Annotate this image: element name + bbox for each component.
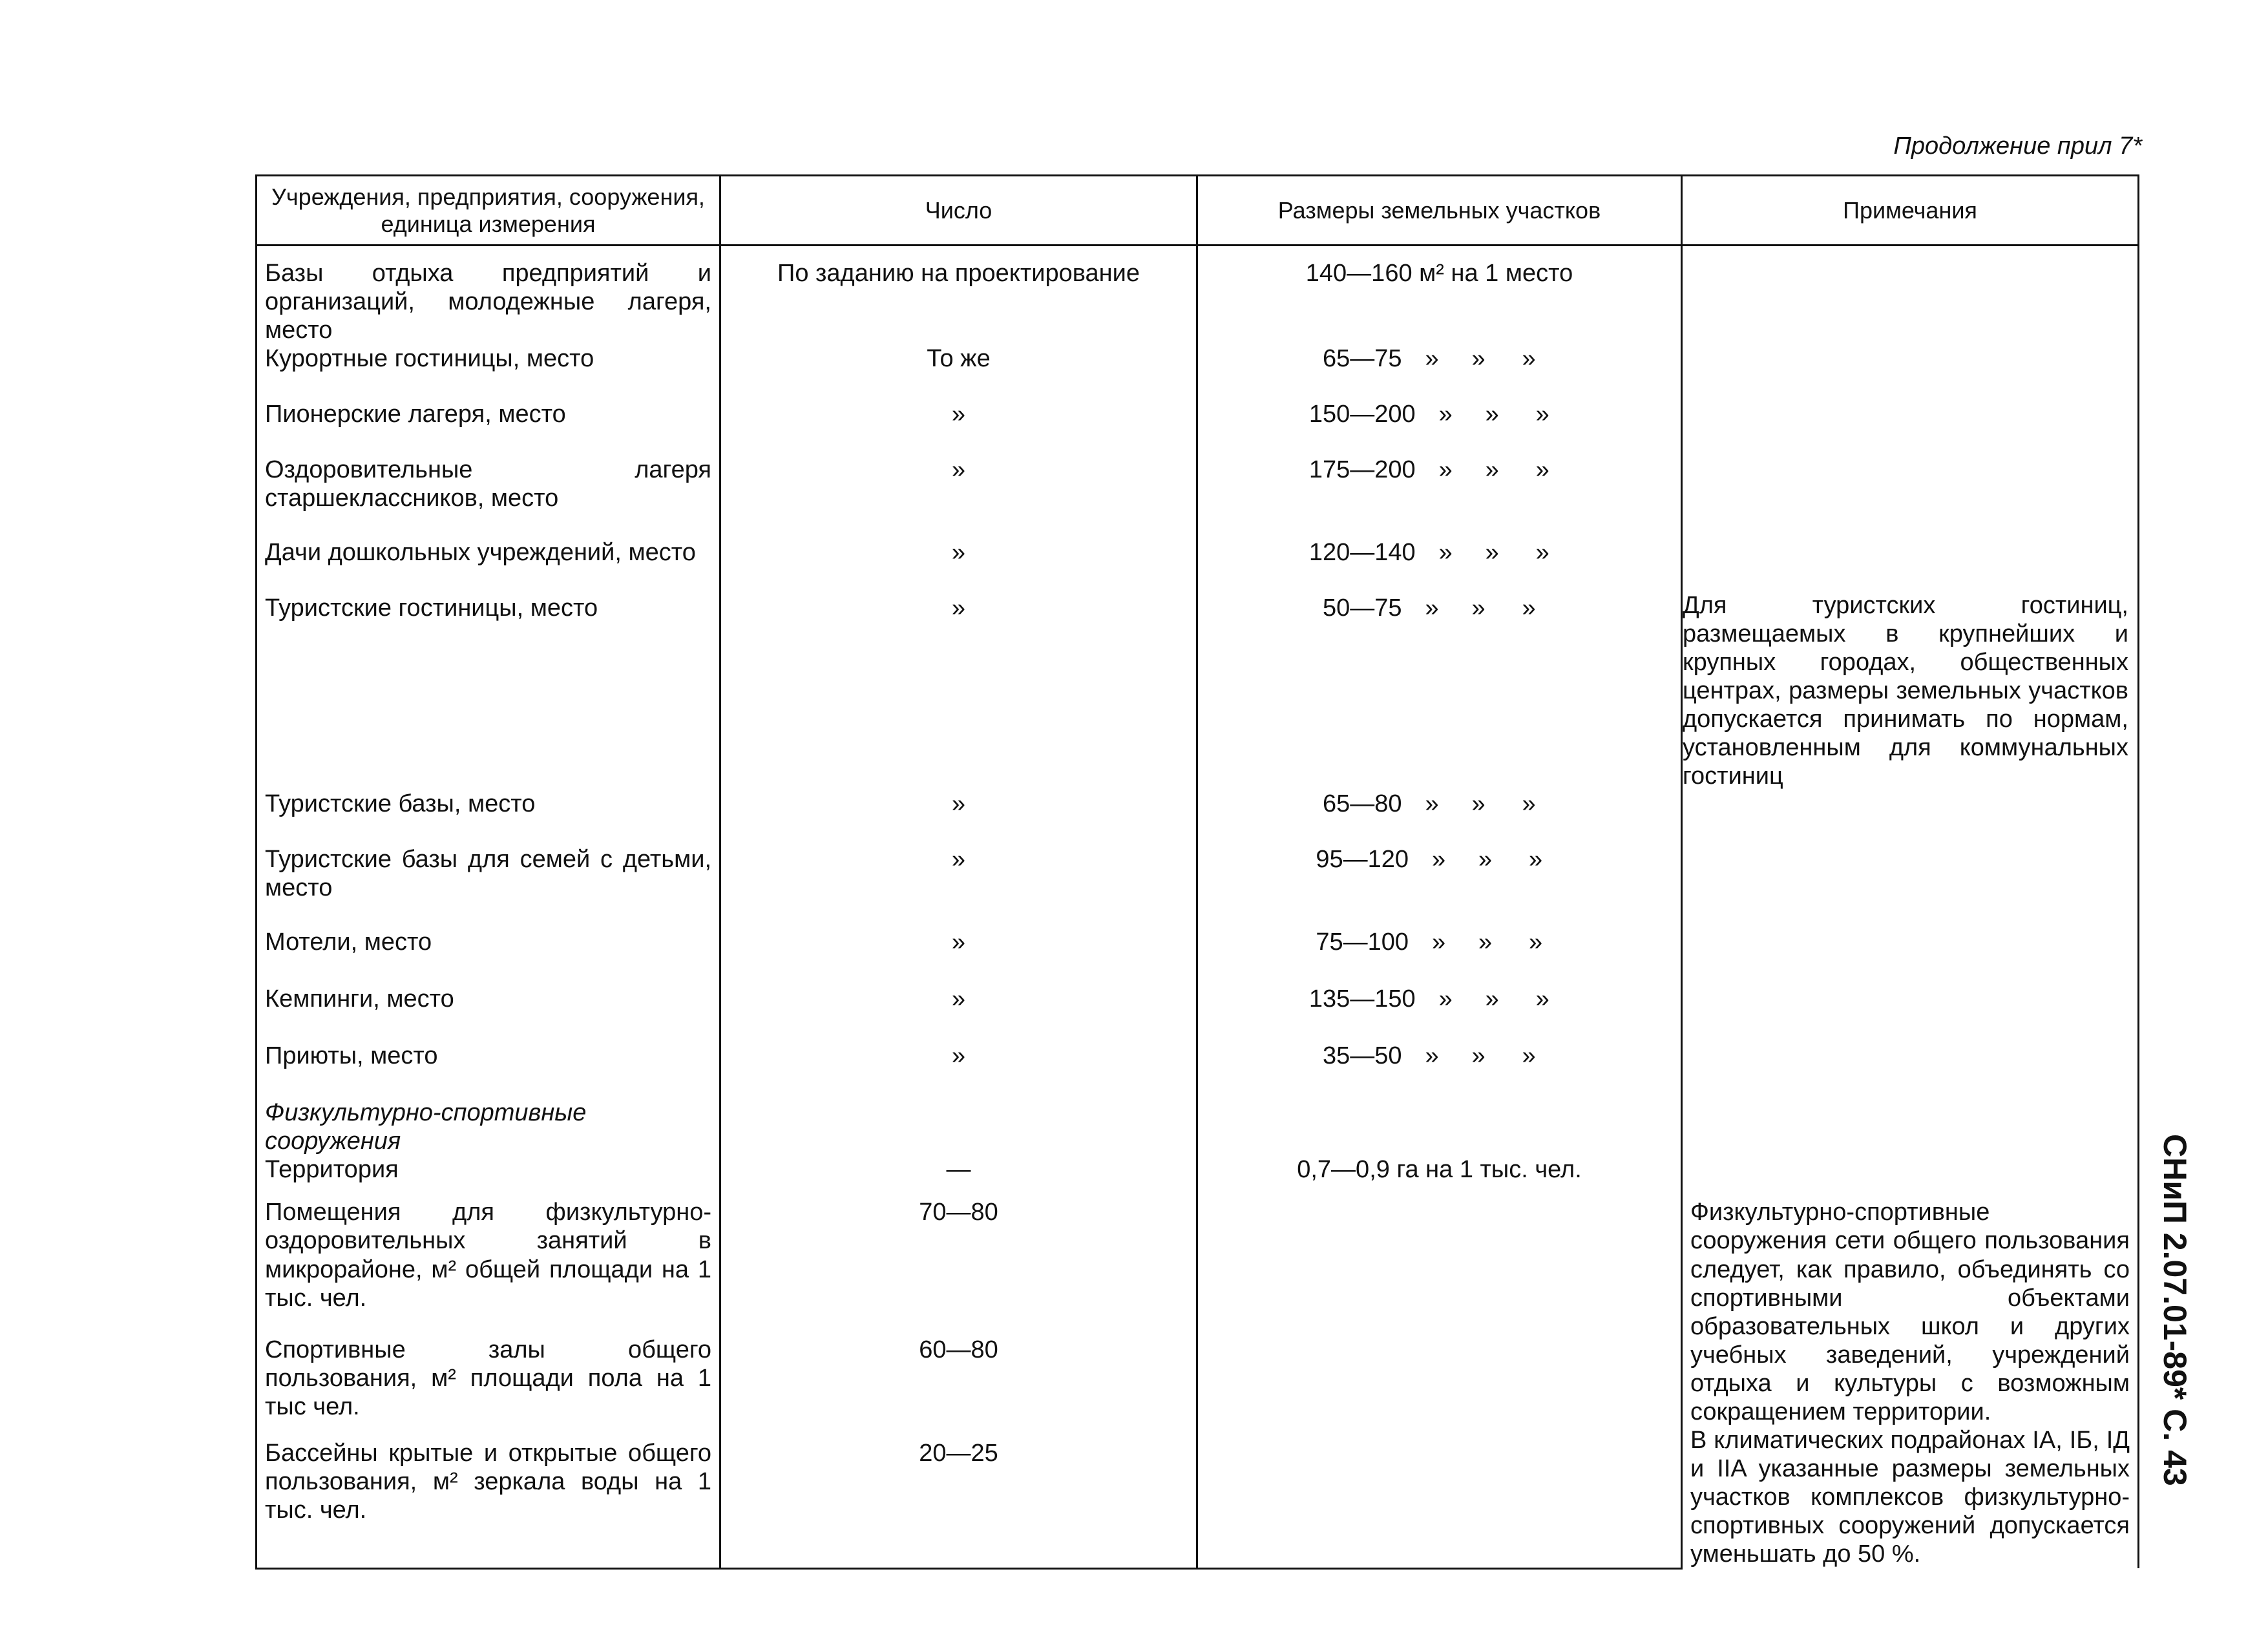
row-plot-size bbox=[1197, 985, 1682, 1042]
size-value: 65—80 bbox=[1322, 790, 1402, 818]
row-plot-size bbox=[1197, 790, 1682, 845]
row-number: » bbox=[720, 845, 1197, 928]
ditto-mark: » bbox=[1478, 929, 1493, 956]
ditto-mark: » bbox=[1485, 539, 1499, 567]
ditto-mark: » bbox=[1522, 345, 1536, 373]
ditto-mark: » bbox=[1529, 846, 1543, 874]
ditto-mark: » bbox=[1438, 401, 1453, 428]
row-number: » bbox=[720, 456, 1197, 538]
row-number: » bbox=[720, 538, 1197, 594]
table-row bbox=[257, 1198, 2139, 1336]
row-plot-size bbox=[1197, 344, 1682, 400]
ditto-mark: » bbox=[1438, 456, 1453, 484]
row-name: Пионерские лагеря, место bbox=[257, 400, 720, 456]
ditto-mark: » bbox=[1522, 594, 1536, 622]
row-number: » bbox=[720, 400, 1197, 456]
size-value: 150—200 bbox=[1308, 401, 1416, 428]
tourist-hotels-note: Для туристских гостиниц, размещаемых в крупнейших и крупных городах, общественных центрах, размеры земельных участков допускается принимать по нормам, установленным для коммунальных гостиниц bbox=[1683, 592, 2128, 790]
ditto-mark: » bbox=[1471, 594, 1486, 622]
row-number: » bbox=[720, 928, 1197, 985]
row-name: Кемпинги, место bbox=[257, 985, 720, 1042]
ditto-mark: » bbox=[1522, 790, 1536, 818]
header-row bbox=[257, 176, 2139, 246]
row-number: По заданию на проектирование bbox=[720, 246, 1197, 345]
ditto-mark: » bbox=[1529, 929, 1543, 956]
row-plot-size bbox=[1197, 456, 1682, 538]
ditto-mark: » bbox=[1438, 985, 1453, 1013]
row-name: Приюты, место bbox=[257, 1042, 720, 1098]
ditto-mark: » bbox=[1485, 401, 1499, 428]
row-name: Спортивные залы общего пользования, м² площади пола на 1 тыс чел. bbox=[257, 1336, 720, 1439]
sport-note bbox=[1682, 1198, 2139, 1568]
ditto-mark: » bbox=[1471, 1042, 1486, 1070]
size-value: 75—100 bbox=[1316, 929, 1409, 956]
size-value: 50—75 bbox=[1322, 594, 1402, 622]
row-name: Помещения для физкультурно-оздоровительных занятий в микрорайоне, м² общей площади на 1 тыс. чел. bbox=[257, 1198, 720, 1336]
ditto-mark: » bbox=[1438, 539, 1453, 567]
row-number: То же bbox=[720, 344, 1197, 400]
row-name: Туристские базы, место bbox=[257, 790, 720, 845]
row-name: Оздоровительные лагеря старшеклассников, место bbox=[257, 456, 720, 538]
ditto-mark: » bbox=[1535, 985, 1549, 1013]
size-value: 120—140 bbox=[1308, 539, 1416, 567]
ditto-mark: » bbox=[1432, 846, 1446, 874]
land-plot-norms-table bbox=[255, 174, 2139, 1570]
ditto-mark: » bbox=[1478, 846, 1493, 874]
row-name: Туристские гостиницы, место bbox=[257, 594, 720, 790]
row-plot-size bbox=[1197, 594, 1682, 790]
ditto-mark: » bbox=[1471, 790, 1486, 818]
document-code-label: СНиП 2.07.01-89* С. 43 bbox=[2157, 1134, 2193, 1486]
row-name: Мотели, место bbox=[257, 928, 720, 985]
row-number: » bbox=[720, 1042, 1197, 1098]
header-number: Число bbox=[720, 176, 1197, 246]
row-number: 60—80 bbox=[720, 1336, 1197, 1439]
size-value: 175—200 bbox=[1308, 456, 1416, 484]
row-number: — bbox=[720, 1155, 1197, 1198]
ditto-mark: » bbox=[1471, 345, 1486, 373]
row-plot-size bbox=[1197, 1042, 1682, 1098]
row-name: Бассейны крытые и открытые общего пользования, м² зеркала воды на 1 тыс. чел. bbox=[257, 1439, 720, 1568]
ditto-mark: » bbox=[1425, 790, 1439, 818]
row-number: » bbox=[720, 594, 1197, 790]
row-number: » bbox=[720, 790, 1197, 845]
ditto-mark: » bbox=[1432, 929, 1446, 956]
row-name: Территория bbox=[257, 1155, 720, 1198]
ditto-mark: » bbox=[1522, 1042, 1536, 1070]
ditto-mark: » bbox=[1425, 1042, 1439, 1070]
row-name: Дачи дошкольных учреждений, место bbox=[257, 538, 720, 594]
row-number: 20—25 bbox=[720, 1439, 1197, 1568]
header-notes: Примечания bbox=[1682, 176, 2139, 246]
size-value: 135—150 bbox=[1308, 985, 1416, 1013]
ditto-mark: » bbox=[1485, 985, 1499, 1013]
ditto-mark: » bbox=[1425, 345, 1439, 373]
size-value: 35—50 bbox=[1322, 1042, 1402, 1070]
sport-note-text: В климатических подрайонах IA, IБ, IД и IIA указанные размеры земельных участков комплексов физкультурно-спортивных сооружений допускается уменьшать до 50 %. bbox=[1690, 1427, 2130, 1568]
row-plot-size bbox=[1197, 928, 1682, 985]
row-name: Туристские базы для семей с детьми, место bbox=[257, 845, 720, 928]
row-name: Курортные гостиницы, место bbox=[257, 344, 720, 400]
header-institution: Учреждения, предприятия, сооружения, единица измерения bbox=[257, 176, 720, 246]
row-plot-size bbox=[1197, 538, 1682, 594]
row-number: 70—80 bbox=[720, 1198, 1197, 1336]
header-plot-size: Размеры земельных участков bbox=[1197, 176, 1682, 246]
continuation-label: Продолжение прил 7* bbox=[1893, 132, 2142, 160]
ditto-mark: » bbox=[1535, 456, 1549, 484]
row-plot-size: 140—160 м² на 1 место bbox=[1197, 246, 1682, 345]
section-title: Физкультурно-спортивные сооружения bbox=[257, 1098, 720, 1155]
ditto-mark: » bbox=[1535, 539, 1549, 567]
size-value: 65—75 bbox=[1322, 345, 1402, 373]
row-number: » bbox=[720, 985, 1197, 1042]
ditto-mark: » bbox=[1485, 456, 1499, 484]
row-plot-size bbox=[1197, 845, 1682, 928]
row-plot-size bbox=[1197, 400, 1682, 456]
row-name: Базы отдыха предприятий и организаций, молодежные лагеря, место bbox=[257, 246, 720, 345]
sport-note-text: Физкультурно-спортивные сооружения сети общего пользования следует, как правило, объединять со спортивными объектами образовательных школ и других учебных заведений, учреждений отдыха и культуры с возможным сокращением территории. bbox=[1690, 1199, 2130, 1425]
table-row bbox=[257, 246, 2139, 345]
ditto-mark: » bbox=[1535, 401, 1549, 428]
ditto-mark: » bbox=[1425, 594, 1439, 622]
size-value: 95—120 bbox=[1316, 846, 1409, 874]
row-plot-size: 0,7—0,9 га на 1 тыс. чел. bbox=[1197, 1155, 1682, 1198]
